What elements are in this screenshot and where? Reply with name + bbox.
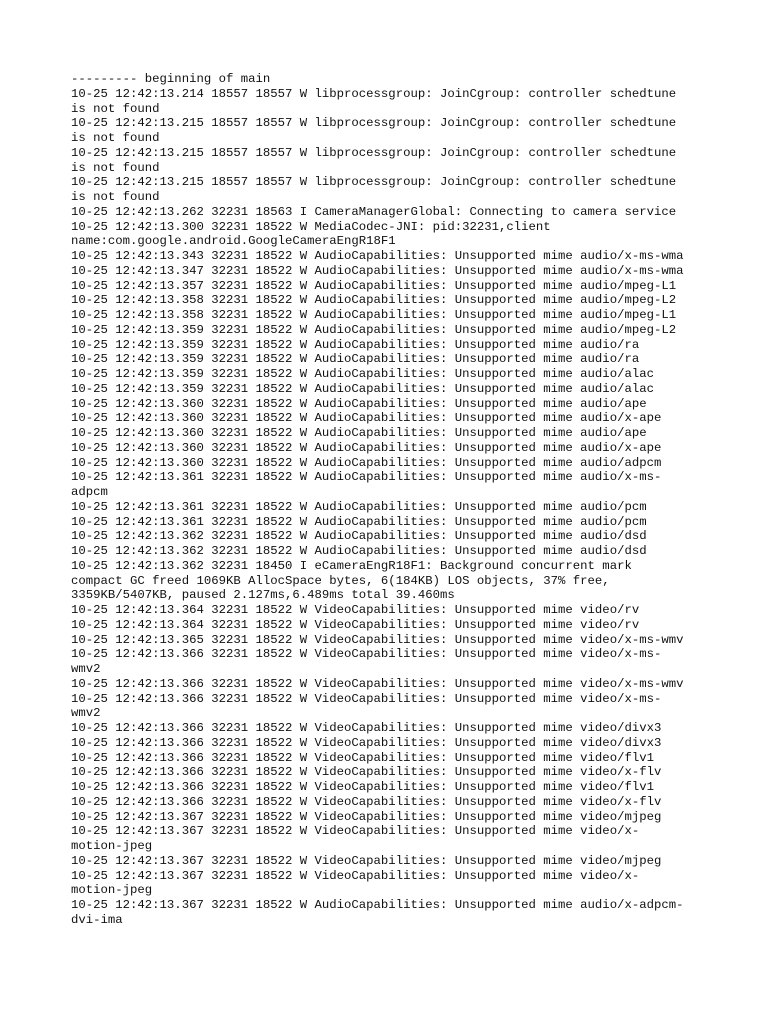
log-line: compact GC freed 1069KB AllocSpace bytes, 6(184KB) LOS objects, 37% free,: [71, 573, 610, 588]
log-line: 10-25 12:42:13.300 32231 18522 W MediaCodec-JNI: pid:32231,client: [71, 219, 551, 234]
log-line: 10-25 12:42:13.360 32231 18522 W AudioCapabilities: Unsupported mime audio/x-ape: [71, 440, 662, 455]
log-line: 10-25 12:42:13.359 32231 18522 W AudioCapabilities: Unsupported mime audio/alac: [71, 367, 654, 381]
log-line: 10-25 12:42:13.366 32231 18522 W VideoCapabilities: Unsupported mime video/x-flv: [71, 765, 662, 780]
log-line: 10-25 12:42:13.367 32231 18522 W VideoCapabilities: Unsupported mime video/x-: [71, 824, 640, 839]
log-line: 10-25 12:42:13.360 32231 18522 W AudioCapabilities: Unsupported mime audio/x-ape: [71, 411, 662, 426]
log-line: 10-25 12:42:13.359 32231 18522 W AudioCapabilities: Unsupported mime audio/mpeg-L2: [71, 322, 677, 337]
log-line: 10-25 12:42:13.362 32231 18450 I eCameraEngR18F1: Background concurrent mark: [71, 558, 632, 573]
log-line: 10-25 12:42:13.361 32231 18522 W AudioCapabilities: Unsupported mime audio/x-ms-: [71, 470, 662, 485]
log-line: 3359KB/5407KB, paused 2.127ms,6.489ms total 39.460ms: [71, 588, 455, 603]
log-line: is not found: [71, 160, 160, 175]
log-line: 10-25 12:42:13.366 32231 18522 W VideoCapabilities: Unsupported mime video/divx3: [71, 735, 662, 750]
log-line: is not found: [71, 131, 160, 145]
log-line: 10-25 12:42:13.367 32231 18522 W AudioCapabilities: Unsupported mime audio/x-adpcm-: [71, 898, 684, 912]
log-line: 10-25 12:42:13.367 32231 18522 W VideoCapabilities: Unsupported mime video/x-: [71, 868, 640, 883]
log-line: adpcm: [71, 485, 108, 499]
log-line: wmv2: [71, 662, 101, 676]
log-line: --------- beginning of main: [71, 72, 271, 86]
log-line: 10-25 12:42:13.360 32231 18522 W AudioCapabilities: Unsupported mime audio/ape: [71, 396, 647, 411]
log-line: 10-25 12:42:13.359 32231 18522 W AudioCapabilities: Unsupported mime audio/ra: [71, 352, 640, 367]
log-line: 10-25 12:42:13.358 32231 18522 W AudioCapabilities: Unsupported mime audio/mpeg-L1: [71, 308, 677, 322]
log-line: is not found: [71, 101, 160, 116]
log-line: 10-25 12:42:13.362 32231 18522 W AudioCapabilities: Unsupported mime audio/dsd: [71, 544, 647, 558]
log-line: 10-25 12:42:13.367 32231 18522 W VideoCapabilities: Unsupported mime video/mjpeg: [71, 853, 662, 868]
log-line: 10-25 12:42:13.215 18557 18557 W libprocessgroup: JoinCgroup: controller schedtune: [71, 145, 677, 160]
log-line: 10-25 12:42:13.359 32231 18522 W AudioCapabilities: Unsupported mime audio/ra: [71, 337, 640, 352]
log-line: 10-25 12:42:13.366 32231 18522 W VideoCapabilities: Unsupported mime video/x-flv: [71, 794, 662, 809]
log-line: motion-jpeg: [71, 883, 153, 898]
log-line: 10-25 12:42:13.366 32231 18522 W VideoCapabilities: Unsupported mime video/x-ms-: [71, 691, 662, 706]
log-line: 10-25 12:42:13.366 32231 18522 W VideoCapabilities: Unsupported mime video/flv1: [71, 780, 654, 794]
log-line: wmv2: [71, 706, 101, 721]
log-line: 10-25 12:42:13.367 32231 18522 W VideoCapabilities: Unsupported mime video/mjpeg: [71, 809, 662, 824]
log-line: 10-25 12:42:13.215 18557 18557 W libprocessgroup: JoinCgroup: controller schedtune: [71, 175, 677, 190]
log-line: 10-25 12:42:13.215 18557 18557 W libprocessgroup: JoinCgroup: controller schedtune: [71, 116, 677, 131]
log-line: dvi-ima: [71, 912, 123, 927]
log-line: 10-25 12:42:13.366 32231 18522 W VideoCapabilities: Unsupported mime video/x-ms-wmv: [71, 676, 684, 691]
log-line: 10-25 12:42:13.358 32231 18522 W AudioCapabilities: Unsupported mime audio/mpeg-L2: [71, 293, 677, 308]
log-line: 10-25 12:42:13.360 32231 18522 W AudioCapabilities: Unsupported mime audio/ape: [71, 426, 647, 440]
log-line: name:com.google.android.GoogleCameraEngR18F1: [71, 234, 396, 249]
log-line: 10-25 12:42:13.364 32231 18522 W VideoCapabilities: Unsupported mime video/rv: [71, 603, 640, 617]
log-line: 10-25 12:42:13.347 32231 18522 W AudioCapabilities: Unsupported mime audio/x-ms-wma: [71, 263, 684, 278]
logcat-output: [71, 72, 731, 928]
log-line: 10-25 12:42:13.362 32231 18522 W AudioCapabilities: Unsupported mime audio/dsd: [71, 529, 647, 544]
log-line: 10-25 12:42:13.366 32231 18522 W VideoCapabilities: Unsupported mime video/flv1: [71, 750, 654, 765]
log-line: 10-25 12:42:13.262 32231 18563 I CameraManagerGlobal: Connecting to camera service: [71, 204, 677, 219]
log-line: 10-25 12:42:13.343 32231 18522 W AudioCapabilities: Unsupported mime audio/x-ms-wma: [71, 249, 684, 263]
log-line: 10-25 12:42:13.361 32231 18522 W AudioCapabilities: Unsupported mime audio/pcm: [71, 514, 647, 529]
log-line: 10-25 12:42:13.365 32231 18522 W VideoCapabilities: Unsupported mime video/x-ms-wmv: [71, 632, 684, 647]
log-line: is not found: [71, 190, 160, 204]
log-line: motion-jpeg: [71, 839, 153, 853]
log-line: 10-25 12:42:13.357 32231 18522 W AudioCapabilities: Unsupported mime audio/mpeg-L1: [71, 278, 677, 293]
log-line: 10-25 12:42:13.364 32231 18522 W VideoCapabilities: Unsupported mime video/rv: [71, 617, 640, 632]
log-line: 10-25 12:42:13.214 18557 18557 W libprocessgroup: JoinCgroup: controller schedtune: [71, 86, 677, 101]
log-line: 10-25 12:42:13.366 32231 18522 W VideoCapabilities: Unsupported mime video/divx3: [71, 721, 662, 735]
log-line: 10-25 12:42:13.361 32231 18522 W AudioCapabilities: Unsupported mime audio/pcm: [71, 499, 647, 514]
log-line: 10-25 12:42:13.366 32231 18522 W VideoCapabilities: Unsupported mime video/x-ms-: [71, 647, 662, 662]
log-line: 10-25 12:42:13.359 32231 18522 W AudioCapabilities: Unsupported mime audio/alac: [71, 381, 654, 396]
log-line: 10-25 12:42:13.360 32231 18522 W AudioCapabilities: Unsupported mime audio/adpcm: [71, 455, 662, 470]
